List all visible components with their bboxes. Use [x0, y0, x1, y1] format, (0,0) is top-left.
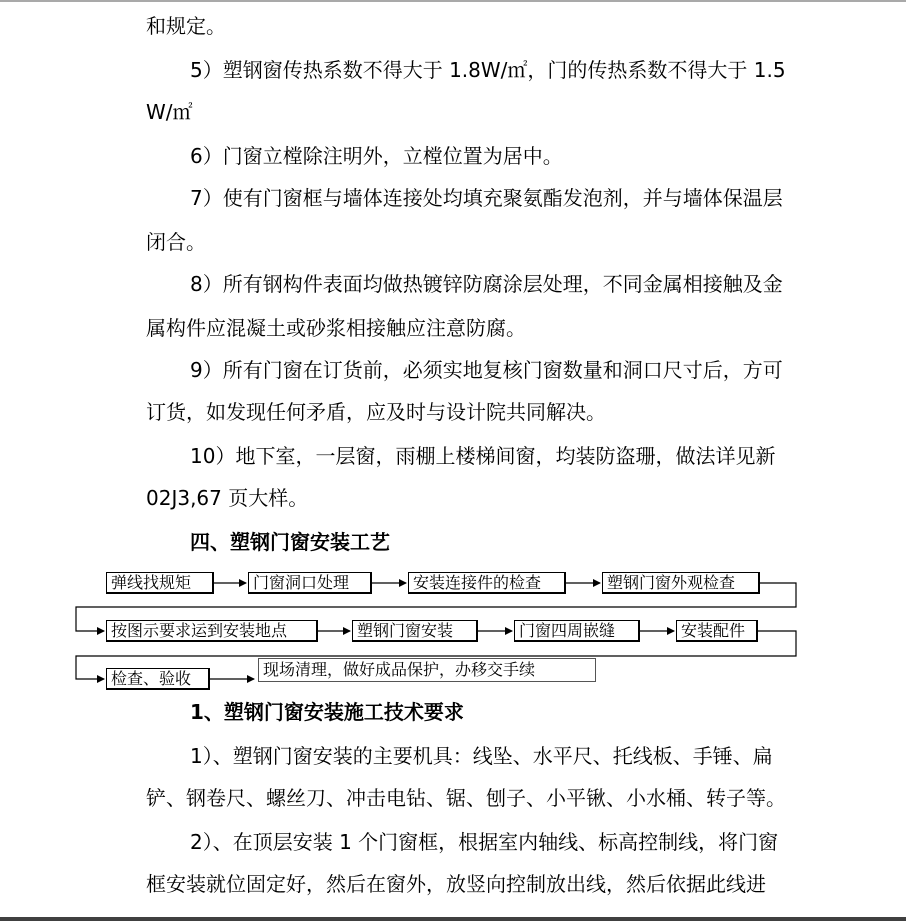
paragraph-line: 属构件应混凝土或砂浆相接触应注意防腐。 — [146, 316, 526, 340]
flow-step-box: 塑钢门窗安装 — [352, 620, 478, 642]
bottom-border — [0, 917, 906, 921]
flow-step-box: 安装连接件的检查 — [408, 572, 566, 594]
paragraph-line: 8）所有钢构件表面均做热镀锌防腐涂层处理，不同金属相接触及金 — [190, 272, 783, 296]
paragraph-line: 9）所有门窗在订货前，必须实地复核门窗数量和洞口尺寸后，方可 — [190, 358, 783, 382]
paragraph-line: 框安装就位固定好，然后在窗外，放竖向控制放出线，然后依据此线进 — [146, 872, 766, 896]
paragraph-line: 和规定。 — [146, 14, 226, 38]
paragraph-line: 1）、塑钢门窗安装的主要机具：线坠、水平尺、托线板、手锤、扁 — [190, 744, 773, 768]
paragraph-line: 02J3,67 页大样。 — [146, 486, 309, 510]
flow-step-box: 塑钢门窗外观检查 — [602, 572, 760, 594]
paragraph-line: W/㎡ — [146, 100, 193, 124]
paragraph-line: 6）门窗立樘除注明外，立樘位置为居中。 — [190, 144, 563, 168]
subheading: 1、塑钢门窗安装施工技术要求 — [190, 700, 464, 724]
flow-step-box: 门窗四周嵌缝 — [514, 620, 640, 642]
flow-step-box: 按图示要求运到安装地点 — [106, 620, 318, 642]
flow-step-box: 检查、验收 — [106, 668, 210, 690]
paragraph-line: 5）塑钢窗传热系数不得大于 1.8W/㎡，门的传热系数不得大于 1.5 — [190, 58, 786, 82]
paragraph-line: 闭合。 — [146, 230, 206, 254]
paragraph-line: 7）使有门窗框与墙体连接处均填充聚氨酯发泡剂，并与墙体保温层 — [190, 186, 783, 210]
paragraph-line: 10）地下室，一层窗，雨棚上楼梯间窗，均装防盗珊，做法详见新 — [190, 444, 776, 468]
section-heading: 四、塑钢门窗安装工艺 — [190, 530, 390, 554]
paragraph-line: 2）、在顶层安装 1 个门窗框，根据室内轴线、标高控制线，将门窗 — [190, 830, 779, 854]
paragraph-line: 订货，如发现任何矛盾，应及时与设计院共同解决。 — [146, 400, 606, 424]
flow-step-box: 门窗洞口处理 — [248, 572, 372, 594]
flow-step-box: 现场清理，做好成品保护，办移交手续 — [258, 658, 596, 682]
flow-step-box: 弹线找规矩 — [106, 572, 214, 594]
paragraph-line: 铲、钢卷尺、螺丝刀、冲击电钻、锯、刨子、小平锹、小水桶、转子等。 — [146, 786, 786, 810]
flow-step-box: 安装配件 — [676, 620, 758, 642]
